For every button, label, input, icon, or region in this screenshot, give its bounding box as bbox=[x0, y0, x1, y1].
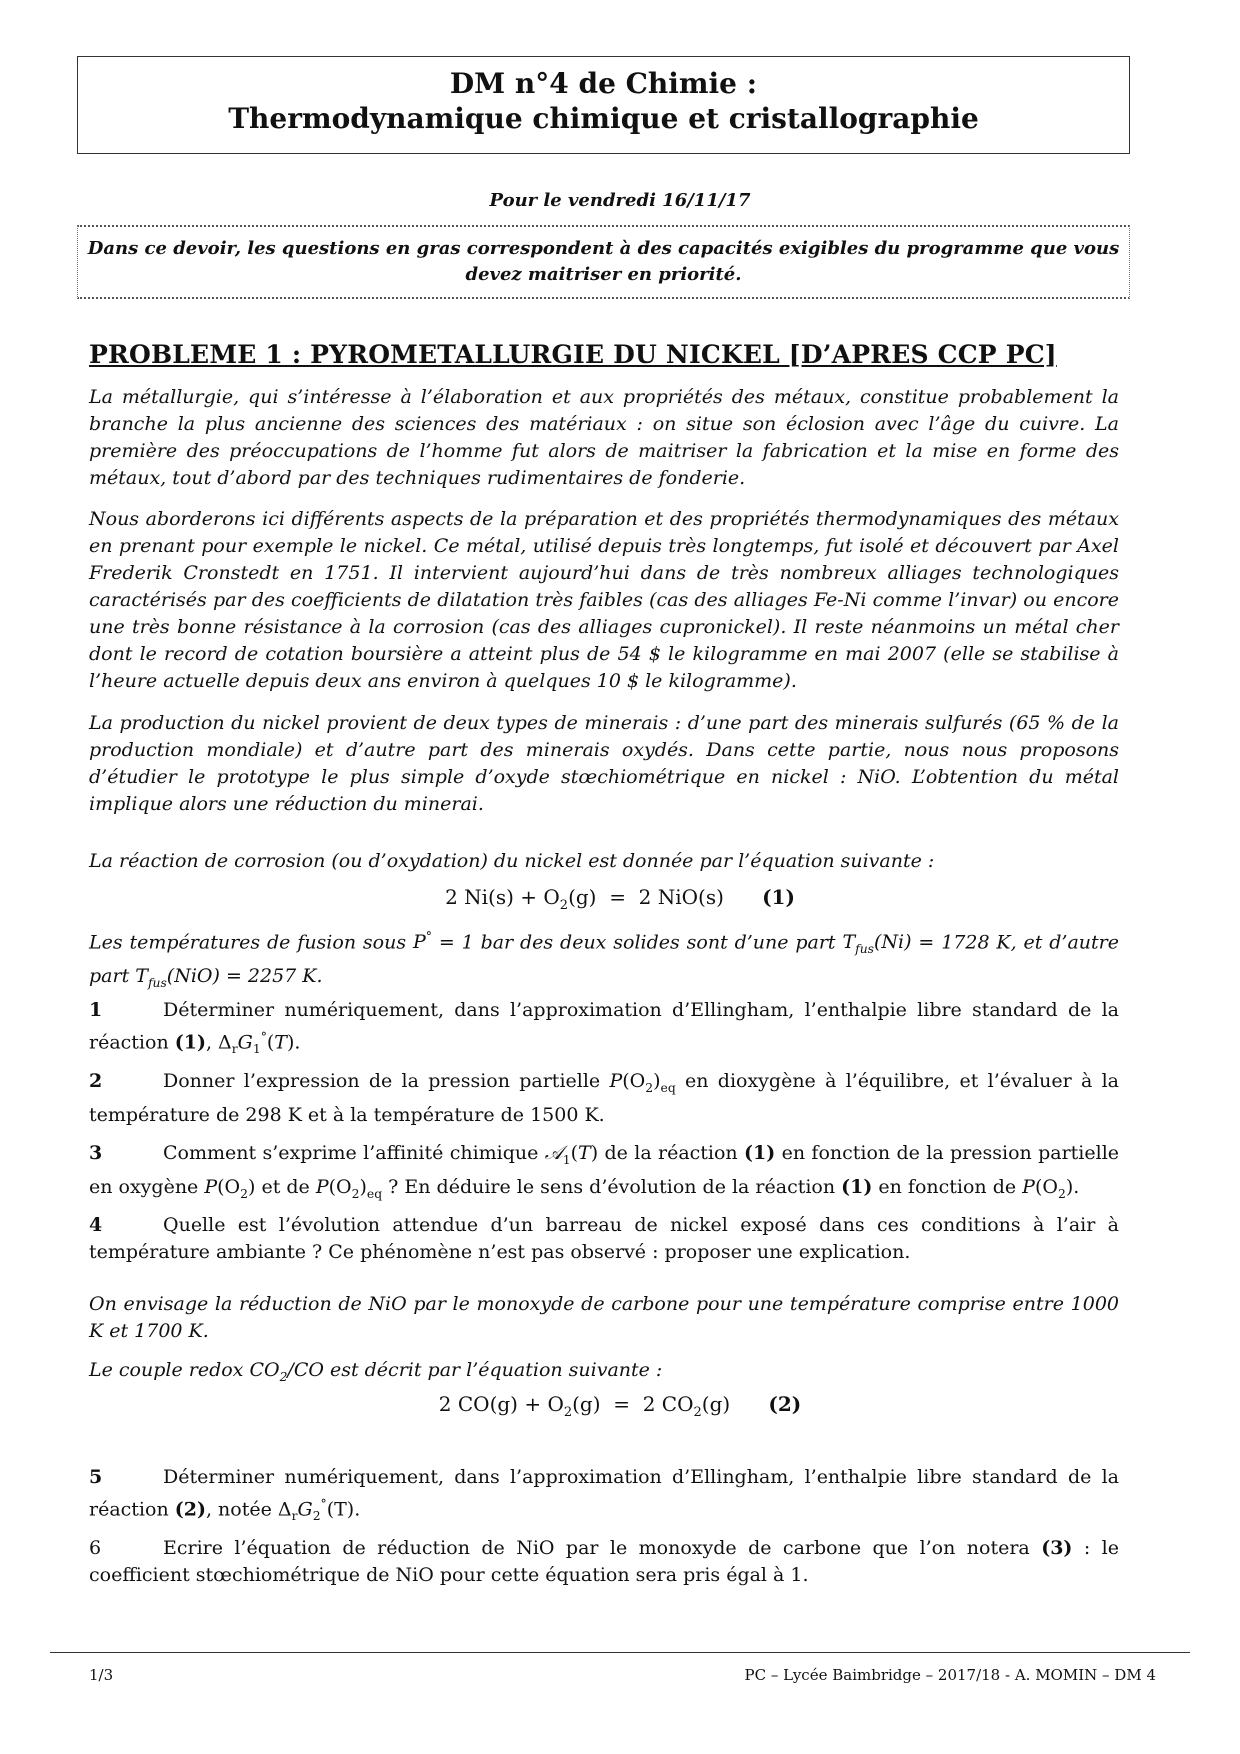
fusion-text-a: Les températures de fusion sous bbox=[89, 931, 413, 954]
question-1-ref: (1) bbox=[174, 1031, 206, 1054]
corrosion-intro: La réaction de corrosion (ou d’oxydation) du nickel est donnée par l’équation suivante : bbox=[89, 850, 935, 872]
note-text: Dans ce devoir, les questions en gras correspondent à des capacités exigibles du programme que vous devez maitriser en priorité. bbox=[87, 238, 1120, 285]
question-6-text-a: Ecrire l’équation de réduction de NiO par le monoxyde de carbone que l’on notera bbox=[163, 1537, 1030, 1559]
question-4 bbox=[89, 1212, 1119, 1266]
equation-1-label: (1) bbox=[762, 885, 795, 909]
question-3: 3 Comment s’exprime l’affinité chimique 𝒜$_1$(T) de la réaction (1) en fonction de la pression partielle en oxygène $P(O_2)$ et de $P(O_2)_{eq}$ ? En déduire le sens d’évolution de la réaction (1) en fonction de $P(O_2)$. bbox=[89, 1142, 1120, 1201]
question-1-number: 1 bbox=[89, 999, 103, 1021]
question-6-text-b: : le coefficient stœchiométrique de NiO pour cette équation sera pris égal à 1. bbox=[89, 1537, 1119, 1586]
question-3-text-d: et de bbox=[261, 1175, 310, 1198]
equation-2: 2 $CO(g) + O_2(g) = 2$ $CO_2(g)$ (2) bbox=[438, 1392, 802, 1420]
question-3-text-f: en fonction de bbox=[878, 1175, 1017, 1198]
question-6-ref: (3) bbox=[1041, 1537, 1073, 1559]
question-5-number: 5 bbox=[89, 1466, 103, 1488]
fusion-text-d: = 2257 K. bbox=[219, 965, 323, 988]
question-6-number: 6 bbox=[89, 1537, 102, 1559]
question-2-text-a: Donner l’expression de la pression partielle bbox=[163, 1070, 601, 1092]
question-4-number: 4 bbox=[89, 1214, 103, 1236]
question-3-text-c: en fonction de la pression partielle en oxygène bbox=[89, 1142, 1120, 1198]
fusion-temperatures: Les températures de fusion sous P° = 1 bar des deux solides sont d’une part $T_{fus}(Ni) = 1728$ K, et d’autre part $T_{fus}(NiO) = 2257$ K. bbox=[89, 930, 1119, 990]
page-number: 1/3 bbox=[89, 1666, 114, 1684]
question-2-text-b: en dioxygène à l’équilibre, et l’évaluer à la température de 298 K et à la température de 1500 K. bbox=[89, 1070, 1119, 1126]
couple-text-b: est décrit par l’équation suivante : bbox=[323, 1359, 663, 1381]
couple-text-a: Le couple redox bbox=[89, 1359, 250, 1381]
intro-paragraph-2: Nous aborderons ici différents aspects de la préparation et des propriétés thermodynamiques des métaux en prenant pour exemple le nickel. Ce métal, utilisé depuis très longtemps, fut isolé et découvert par Axel Frederik Cronstedt en 1751. Il intervient aujourd’hui dans de très nombreux alliages technologiques caractérisés par des coefficients de dilatation très faibles (cas des alliages Fe-Ni comme l’invar) ou encore une très bonne résistance à la corrosion (cas des alliages cupronickel). Il reste néanmoins un métal cher dont le record de cotation boursière a atteint plus de 54 $ le kilogramme en mai 2007 (elle se stabilise à l’heure actuelle depuis deux ans environ à quelques 10 $ le kilogramme). bbox=[89, 508, 1119, 692]
question-5-ref: (2) bbox=[174, 1498, 206, 1521]
title-line-2: Thermodynamique chimique et cristallographie bbox=[228, 102, 979, 135]
title-box bbox=[77, 56, 1130, 154]
intro-paragraph-3: La production du nickel provient de deux types de minerais : d’une part des minerais sulfurés (65 % de la production mondiale) et d’autre part des minerais oxydés. Dans cette partie, nous nous proposons d’étudier le prototype le plus simple d’oxyde stœchiométrique en nickel : NiO. L’obtention du métal implique alors une réduction du minerai. bbox=[89, 712, 1119, 815]
reduction-intro: On envisage la réduction de NiO par le monoxyde de carbone pour une température comprise entre 1000 K et 1700 K. bbox=[89, 1293, 1119, 1342]
couple-redox-text: Le couple redox $CO_2/CO$ est décrit par l’équation suivante : bbox=[89, 1359, 663, 1384]
problem-heading: PROBLEME 1 : PYROMETALLURGIE DU NICKEL [D’APRES CCP PC] bbox=[89, 340, 1057, 369]
fusion-text-b: = 1 bar des deux solides sont d’une part bbox=[431, 931, 843, 954]
question-3-text-e: ? En déduire le sens d’évolution de la réaction bbox=[388, 1175, 836, 1198]
question-2-number: 2 bbox=[89, 1070, 103, 1092]
question-1-text: Déterminer numériquement, dans l’approximation d’Ellingham, l’enthalpie libre standard de la réaction bbox=[89, 999, 1119, 1054]
equation-1: 2 $Ni(s) + O_2(g) = 2$ NiO(s) (1) bbox=[445, 885, 795, 913]
footer-course-info: PC – Lycée Baimbridge – 2017/18 - A. MOMIN – DM 4 bbox=[744, 1666, 1156, 1684]
footer-divider bbox=[50, 1652, 1190, 1653]
intro-paragraph-1: La métallurgie, qui s’intéresse à l’élaboration et aux propriétés des métaux, constitue probablement la branche la plus ancienne des sciences des matériaux : on situe son éclosion avec l’âge du cuivre. La première des préoccupations de l’homme fut alors de maitriser la fabrication et la mise en forme des métaux, tout d’abord par des techniques rudimentaires de fonderie. bbox=[89, 386, 1119, 489]
question-5: 5 Déterminer numériquement, dans l’approximation d’Ellingham, l’enthalpie libre standard de la réaction (2), notée $\Delta_rG_2^\circ(T)$. bbox=[89, 1466, 1119, 1524]
question-6 bbox=[89, 1535, 1119, 1589]
question-3-text-b: de la réaction bbox=[604, 1142, 738, 1164]
title-line-1: DM n°4 de Chimie : bbox=[449, 67, 758, 100]
question-3-text-a: Comment s’exprime l’affinité chimique bbox=[163, 1142, 539, 1164]
question-2: 2 Donner l’expression de la pression partielle $P(O_2)_{eq}$ en dioxygène à l’équilibre, et l’évaluer à la température de 298 K et à la température de 1500 K. bbox=[89, 1070, 1119, 1126]
equation-2-label: (2) bbox=[768, 1392, 802, 1416]
question-3-number: 3 bbox=[89, 1142, 103, 1164]
fusion-text-c: = 1728 K, et d’autre part bbox=[89, 931, 1119, 988]
due-date: Pour le vendredi 16/11/17 bbox=[489, 190, 751, 211]
question-5-text-b: , notée bbox=[205, 1498, 272, 1521]
question-1: 1 Déterminer numériquement, dans l’approximation d’Ellingham, l’enthalpie libre standard de la réaction (1), $\Delta_rG_1^\circ(T)$. bbox=[89, 999, 1119, 1057]
question-5-text: Déterminer numériquement, dans l’approximation d’Ellingham, l’enthalpie libre standard de la réaction bbox=[89, 1466, 1119, 1521]
question-3-ref: (1) bbox=[744, 1142, 776, 1164]
instructions-note bbox=[77, 225, 1130, 299]
question-4-text: Quelle est l’évolution attendue d’un barreau de nickel exposé dans ces conditions à l’air à température ambiante ? Ce phénomène n’est pas observé : proposer une explication. bbox=[89, 1214, 1119, 1263]
